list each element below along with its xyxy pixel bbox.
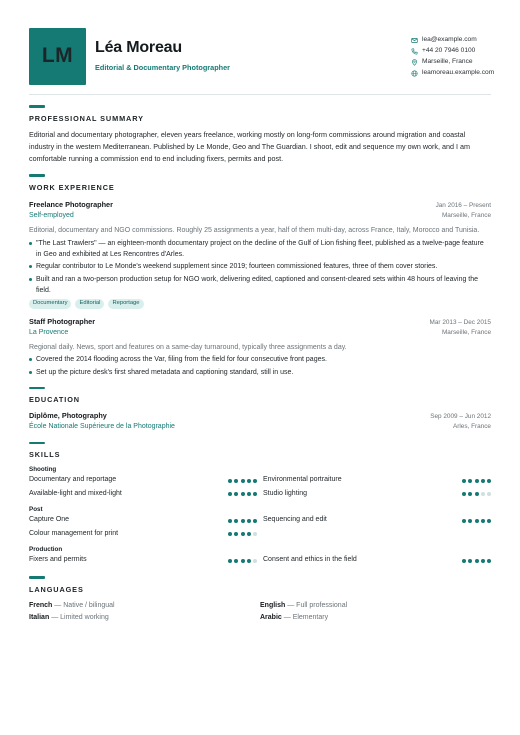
person-name: Léa Moreau [95, 39, 182, 57]
tag-chip: Reportage [108, 299, 143, 309]
job-organization: Self-employed [29, 212, 74, 220]
skill-name: Sequencing and edit [263, 516, 327, 524]
tag-chip: Documentary [29, 299, 71, 309]
rating-dot-filled [253, 479, 257, 483]
rating-dot-empty [253, 559, 257, 563]
education-dates: Sep 2009 – Jun 2012 [430, 412, 491, 420]
rating-dot-filled [228, 479, 232, 483]
rating-dot-filled [241, 519, 245, 523]
job-dates: Jan 2016 – Present [435, 202, 491, 210]
contact-website[interactable] [411, 68, 495, 79]
job-subheader [29, 211, 491, 222]
skill-name: Studio lighting [263, 489, 307, 497]
skill-row [29, 527, 491, 541]
language-item [29, 612, 260, 624]
rating-dot-filled [475, 559, 479, 563]
rating-dot-filled [241, 492, 245, 496]
skill-group-label: Post [29, 505, 43, 513]
skill-item [260, 515, 491, 525]
contact-phone[interactable] [411, 46, 491, 57]
rating-dot-filled [468, 479, 472, 483]
rating-dot-filled [241, 559, 245, 563]
language-item [29, 600, 260, 612]
rating-dot-filled [468, 519, 472, 523]
section-accent-bar [29, 576, 45, 579]
skill-level-rating [462, 519, 491, 523]
skill-name: Fixers and permits [29, 556, 87, 564]
skill-group-label: Shooting [29, 465, 57, 473]
rating-dot-filled [247, 559, 251, 563]
job-header [29, 200, 491, 210]
contact-list [411, 35, 495, 79]
globe-icon [411, 70, 418, 77]
job-entry [29, 200, 491, 309]
language-name: French [29, 602, 53, 610]
job-dates: Mar 2013 – Dec 2015 [429, 318, 491, 326]
rating-dot-filled [228, 532, 232, 536]
job-achievements [29, 354, 491, 378]
job-subheader [29, 328, 491, 339]
rating-dot-filled [475, 492, 479, 496]
rating-dot-filled [234, 532, 238, 536]
language-name: English [260, 602, 286, 610]
skill-level-rating [228, 479, 257, 483]
skill-item [29, 489, 260, 499]
rating-dot-filled [462, 479, 466, 483]
job-achievements [29, 238, 491, 296]
section-accent-bar [29, 174, 45, 177]
skill-name: Environmental portraiture [263, 476, 342, 484]
rating-dot-filled [247, 532, 251, 536]
contact-email[interactable] [411, 35, 491, 46]
rating-dot-filled [468, 559, 472, 563]
education-heading: EDUCATION [29, 395, 80, 405]
rating-dot-filled [487, 559, 491, 563]
skill-name: Available-light and mixed-light [29, 489, 122, 497]
skill-item [260, 555, 491, 565]
achievement-item: Set up the picture desk's first shared metadata and captioning standard, still in use. [29, 367, 491, 378]
person-role: Editorial & Documentary Photographer [95, 63, 231, 72]
rating-dot-filled [247, 492, 251, 496]
email-text: lea@example.com [422, 36, 477, 44]
skill-level-rating [462, 559, 491, 563]
rating-dot-filled [228, 559, 232, 563]
tag-chip: Editorial [75, 299, 104, 309]
skill-group-label: Production [29, 545, 63, 553]
skill-item [29, 529, 260, 539]
language-level: — Elementary [283, 613, 329, 621]
experience-section [29, 174, 491, 378]
skill-group [29, 505, 491, 541]
skill-name: Consent and ethics in the field [263, 556, 357, 564]
school-name: École Nationale Supérieure de la Photographie [29, 422, 175, 430]
job-header [29, 317, 491, 327]
monogram-badge: LM [29, 28, 86, 85]
achievement-item: Regular contributor to Le Monde's weekend supplement since 2019; fourteen commissioned features, three of them cover stories. [29, 261, 491, 272]
skill-item [260, 475, 491, 485]
skill-level-rating [228, 559, 257, 563]
rating-dot-filled [234, 519, 238, 523]
job-tags [29, 299, 491, 309]
rating-dot-filled [487, 479, 491, 483]
website-text: leamoreau.example.com [422, 69, 495, 77]
job-title: Staff Photographer [29, 316, 96, 326]
languages-section [29, 576, 491, 623]
skill-level-rating [228, 492, 257, 496]
language-item [260, 612, 491, 624]
achievement-item: Built and ran a two-person production setup for NGO work, delivering edited, captioned and consent-cleared sets within 48 hours of leaving the field. [29, 274, 491, 296]
rating-dot-filled [475, 519, 479, 523]
job-location: Marseille, France [441, 328, 491, 336]
skill-name: Documentary and reportage [29, 476, 117, 484]
job-entry [29, 317, 491, 378]
rating-dot-filled [475, 479, 479, 483]
rating-dot-filled [247, 479, 251, 483]
skill-row [29, 554, 491, 568]
section-accent-bar [29, 387, 45, 390]
rating-dot-filled [234, 492, 238, 496]
skill-name: Capture One [29, 516, 70, 524]
rating-dot-filled [462, 492, 466, 496]
rating-dot-filled [481, 559, 485, 563]
rating-dot-filled [462, 519, 466, 523]
language-name: Italian [29, 613, 50, 621]
languages-heading: LANGUAGES [29, 584, 84, 594]
skill-row [29, 474, 491, 488]
rating-dot-filled [234, 479, 238, 483]
summary-section [29, 105, 491, 165]
rating-dot-filled [481, 519, 485, 523]
experience-heading: WORK EXPERIENCE [29, 182, 115, 192]
section-accent-bar [29, 442, 45, 445]
job-description: Editorial, documentary and NGO commissions. Roughly 25 assignments a year, half of them multi-day, across France, Italy, Morocco and Tunisia. [29, 227, 480, 235]
language-level: — Native / bilingual [54, 602, 115, 610]
rating-dot-filled [487, 519, 491, 523]
rating-dot-filled [234, 559, 238, 563]
rating-dot-empty [487, 492, 491, 496]
skill-level-rating [228, 532, 257, 536]
language-level: — Limited working [51, 613, 109, 621]
rating-dot-filled [241, 479, 245, 483]
education-header [29, 411, 491, 421]
education-subheader [29, 422, 491, 433]
skills-heading: SKILLS [29, 450, 61, 460]
skill-group [29, 545, 491, 568]
job-location: Marseille, France [441, 212, 491, 220]
summary-text: Editorial and documentary photographer, eleven years freelance, working mostly on long-form commissions around migration and coastal industry in the western Mediterranean. Published by Le Monde, Geo and The Guardian. I shoot, edit and sequence my own work, and I am comfortable running a commission end to end including fixers, permits and post. [29, 130, 470, 164]
rating-dot-filled [228, 519, 232, 523]
rating-dot-filled [247, 519, 251, 523]
summary-heading: PROFESSIONAL SUMMARY [29, 113, 144, 123]
skill-item [260, 489, 491, 499]
skills-groups [29, 465, 491, 568]
skill-row [29, 514, 491, 528]
mail-icon [411, 37, 418, 44]
rating-dot-filled [241, 532, 245, 536]
degree-title: Diplôme, Photography [29, 410, 107, 420]
location-pin-icon [411, 59, 418, 66]
job-title: Freelance Photographer [29, 200, 113, 210]
language-level: — Full professional [287, 602, 348, 610]
school-location: Arles, France [452, 422, 491, 430]
rating-dot-filled [228, 492, 232, 496]
job-organization: La Provence [29, 328, 69, 336]
rating-dot-empty [481, 492, 485, 496]
skills-section [29, 442, 491, 568]
skill-item [29, 515, 260, 525]
job-description: Regional daily. News, sport and features on a same-day turnaround, typically three assignments a day. [29, 343, 347, 351]
section-accent-bar [29, 105, 45, 108]
rating-dot-filled [462, 559, 466, 563]
language-item [260, 600, 491, 612]
phone-icon [411, 48, 418, 55]
phone-text: +44 20 7946 0100 [422, 47, 476, 55]
languages-list [29, 600, 491, 623]
rating-dot-filled [468, 492, 472, 496]
skill-level-rating [228, 519, 257, 523]
identity-block [95, 39, 411, 73]
resume-header [29, 28, 495, 85]
skill-level-rating [462, 479, 491, 483]
skill-item [29, 555, 260, 565]
skill-name: Colour management for print [29, 529, 119, 537]
language-name: Arabic [260, 613, 282, 621]
header-divider [29, 94, 491, 95]
location-text: Marseille, France [422, 58, 473, 66]
skill-row [29, 487, 491, 501]
rating-dot-empty [253, 532, 257, 536]
rating-dot-filled [253, 492, 257, 496]
skill-level-rating [462, 492, 491, 496]
education-entry [29, 411, 491, 433]
achievement-item: "The Last Trawlers" — an eighteen-month documentary project on the decline of the Gulf of Lion fishing fleet, published as a twelve-page feature in Geo and exhibited at Les Rencontres d'Arles. [29, 238, 491, 260]
skill-group [29, 465, 491, 501]
skill-item [29, 475, 260, 485]
contact-location [411, 57, 491, 68]
rating-dot-filled [481, 479, 485, 483]
education-section [29, 387, 491, 433]
rating-dot-filled [253, 519, 257, 523]
achievement-item: Covered the 2014 flooding across the Var, filing from the field for four consecutive front pages. [29, 354, 491, 365]
